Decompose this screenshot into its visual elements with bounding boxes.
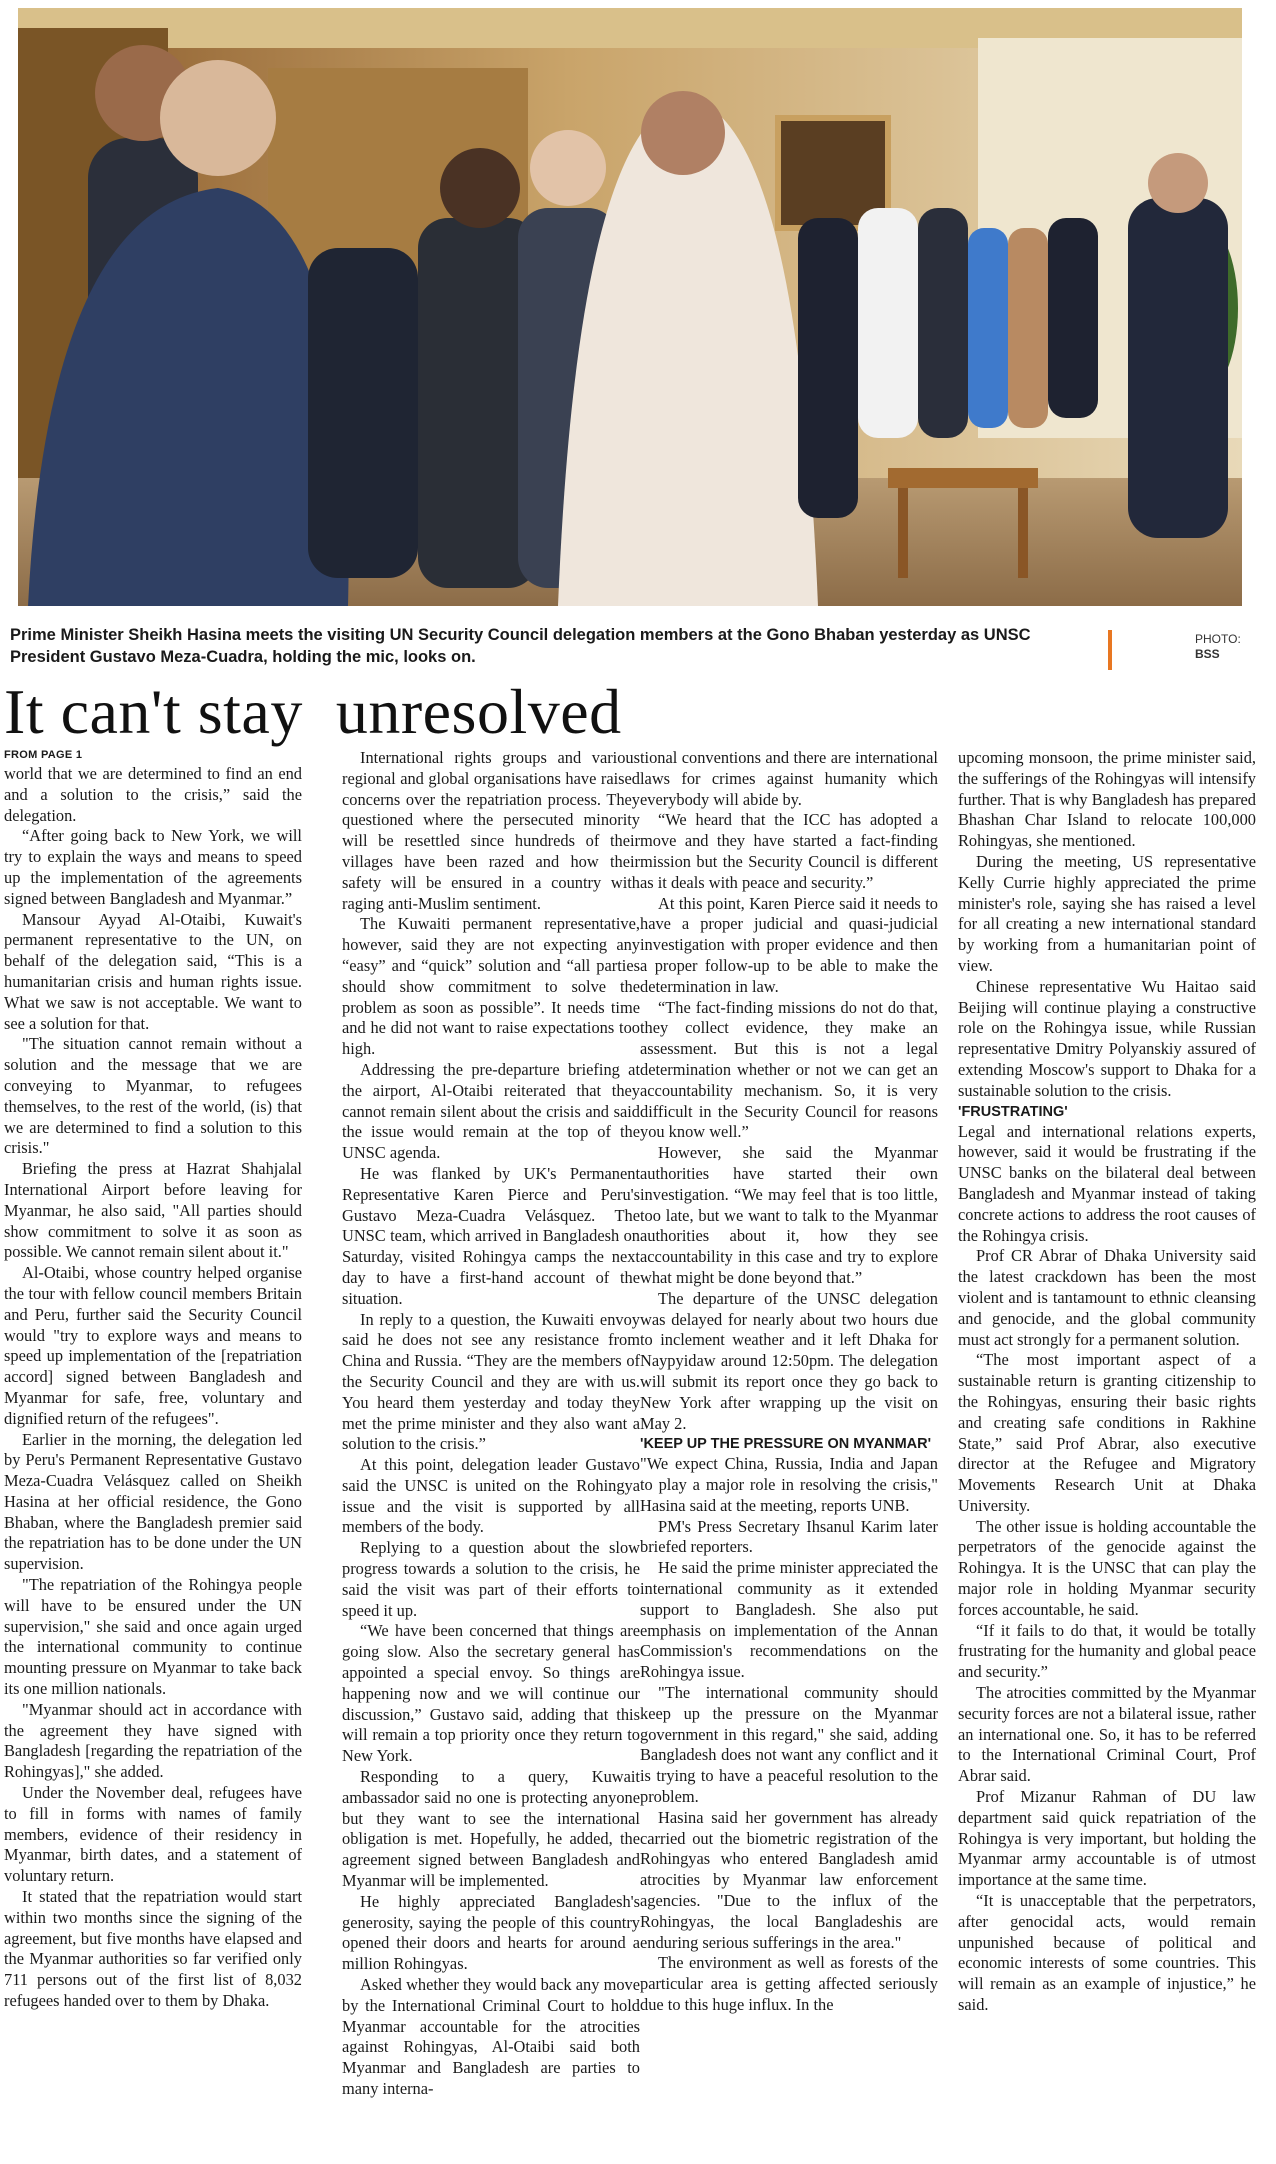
paragraph: Chinese representative Wu Haitao said Beijing will continue playing a constructive role on the Rohingya issue, while Russian representative Dmitry Polyanskiy assured of extending Moscow's support to Dhaka for a sustainable solution to the crisis. (958, 976, 1256, 1100)
caption-divider (1108, 630, 1112, 670)
column-2-paragraphs (342, 748, 640, 2100)
paragraph: PM's Press Secretary Ihsanul Karim later briefed reporters. (640, 1516, 938, 1557)
paragraph: Al-Otaibi, whose country helped organise the tour with fellow council members Britain and Peru, further said the Security Council would "try to explore ways and means to speed up implementation of the [repatriation accord] signed between Bangladesh and Myanmar for safe, free, voluntary and dignified return of the refugees". (4, 1263, 302, 1428)
paragraph: Hasina said her government has already carried out the biometric registration of the Rohingyas who entered Bangladesh amid atrocities by Myanmar law enforcement agencies. "Due to the influx of the Rohingyas, the local Bangladeshis are enduring serious sufferings in the area." (640, 1807, 938, 1952)
column-4-paragraphs (958, 748, 1256, 1102)
article-column-2 (342, 748, 640, 2158)
paragraph: Legal and international relations experts, however, said it would be frustrating if the UNSC banks on the bilateral deal between Bangladesh and Myanmar instead of taking concrete actions to address the root causes of the Rohingya crisis. (958, 1121, 1256, 1245)
paragraph: "The situation cannot remain without a solution and the message that we are conveying to Myanmar, to refugees themselves, to the rest of the world, (is) that we are determined to find a solution to this crisis." (4, 1034, 302, 1158)
article-column-3 (640, 748, 938, 2158)
paragraph: “We heard that the ICC has adopted a move and they have started a fact-finding mission but the Security Council is different as it deals with peace and security.” (640, 810, 938, 892)
paragraph: "The repatriation of the Rohingya people will have to be ensured under the UN supervision," she said and once again urged the international community to continue mounting pressure on Myanmar to take back its one million nationals. (4, 1575, 302, 1699)
photo-credit-source: BSS (1195, 647, 1220, 661)
from-page-label: FROM PAGE 1 (4, 749, 83, 761)
photo-credit-label: PHOTO: (1195, 632, 1241, 646)
headline: It can't stay unresolved (4, 676, 622, 747)
paragraph: During the meeting, US representative Kelly Currie highly appreciated the prime minister's role, saying she has raised a level for all creating a new international standard by working from a humanitarian point of view. (958, 851, 1256, 975)
paragraph: Earlier in the morning, the delegation led by Peru's Permanent Representative Gustavo Meza-Cuadra Velásquez called on Sheikh Hasina at her official residence, the Gono Bhaban, where the Bangladesh premier said the repatriation has to be done under the UN supervision. (4, 1429, 302, 1574)
paragraph: However, she said the Myanmar authorities have started their own investigation. “We may feel that is too little, too late, but we want to talk to the Myanmar authorities about it, how they see accountability in this case and try to explore what might be done beyond that.” (640, 1143, 938, 1287)
paragraph: Asked whether they would back any move by the International Criminal Court to hold Myanmar accountable for the atrocities against Rohingyas, Al-Otaibi said both Myanmar and Bangladesh are parties to many interna- (342, 1975, 640, 2098)
paragraph: “We have been concerned that things are going slow. Also the secretary general has appointed a special envoy. So things are happening now and we will continue our discussion,” Gustavo said, adding that this will remain a top priority once they return to New York. (342, 1621, 640, 1766)
paragraph: At this point, Karen Pierce said it needs to have a proper judicial and quasi-judicial investigation with proper evidence and then a proper follow-up to be able to make the determination in law. (640, 893, 938, 996)
paragraph: world that we are determined to find an end and a solution to the crisis,” said the delegation. (4, 764, 302, 825)
column-4b-paragraphs (958, 1122, 1256, 2016)
paragraph: “If it fails to do that, it would be totally frustrating for the humanity and global peace and security.” (958, 1620, 1256, 1682)
paragraph: At this point, delegation leader Gustavo said the UNSC is united on the Rohingya issue and the visit is supported by all members of the body. (342, 1455, 640, 1537)
photo-caption: Prime Minister Sheikh Hasina meets the visiting UN Security Council delegation members at the Gono Bhaban yesterday as UNSC President Gustavo Meza-Cuadra, holding the mic, looks on. (10, 626, 1031, 666)
paragraph: Under the November deal, refugees have to fill in forms with names of family members, evidence of their residency in Myanmar, birth dates, and a statement of voluntary return. (4, 1783, 302, 1886)
paragraph: The atrocities committed by the Myanmar security forces are not a bilateral issue, rather an international one. So, it has to be referred to the International Criminal Court, Prof Abrar said. (958, 1683, 1256, 1786)
paragraph: He was flanked by UK's Permanent Representative Karen Pierce and Peru's Gustavo Meza-Cuadra Velásquez. The UNSC team, which arrived in Bangladesh on Saturday, visited Rohingya camps the next day to have a first-hand account of the situation. (342, 1163, 640, 1308)
paragraph: “The fact-finding missions do not do that, they collect evidence, they make an assessment. But this is not a legal determination whether or not we can get an accountability mechanism. So, it is very difficult in the Security Council for reasons you know well.” (640, 997, 938, 1142)
paragraph: "We expect China, Russia, India and Japan to play a major role in resolving the crisis," Hasina said at the meeting, reports UNB. (640, 1454, 938, 1515)
column-3-paragraphs (640, 748, 938, 1434)
paragraph: In reply to a question, the Kuwaiti envoy said he does not see any resistance from China and Russia. “They are the members of the Security Council and they are with us. You heard them yesterday and today they met the prime minister and they also want a solution to the crisis.” (342, 1309, 640, 1454)
paragraph: Addressing the pre-departure briefing at the airport, Al-Otaibi reiterated that they cannot remain silent about the crisis and said the issue would remain at the top of the UNSC agenda. (342, 1059, 640, 1163)
paragraph: “It is unacceptable that the perpetrators, after genocidal acts, would remain unpunished because of political and economic interests of some countries. This will remain as an example of injustice,” he said. (958, 1891, 1256, 2015)
column-1-paragraphs (4, 764, 302, 2012)
paragraph: The Kuwaiti permanent representative, however, said they are not expecting any “easy” and “quick” solution and “all parties should show commitment to solve the problem as soon as possible”. It needs time and he did not want to raise expectations too high. (342, 914, 640, 1059)
paragraph: "Myanmar should act in accordance with the agreement they have signed with Bangladesh [regarding the repatriation of the Rohingyas]," she added. (4, 1699, 302, 1782)
subheading-frustrating: 'FRUSTRATING' (958, 1103, 1068, 1120)
news-photo (18, 8, 1242, 606)
paragraph: International rights groups and various regional and global organisations have raised concerns over the repatriation process. They questioned where the persecuted minority will be resettled since hundreds of their villages have been razed and how their safety will be ensured in a country with raging anti-Muslim sentiment. (342, 748, 640, 913)
column-3b-paragraphs (640, 1454, 938, 2016)
paragraph: upcoming monsoon, the prime minister said, the sufferings of the Rohingyas will intensify further. That is why Bangladesh has prepared Bhashan Char Island to relocate 100,000 Rohingyas, she mentioned. (958, 748, 1256, 851)
article-column-4 (958, 748, 1256, 2158)
paragraph: He said the prime minister appreciated the international community as it extended support to Bangladesh. She also put emphasis on implementation of the Annan Commission's recommendations on the Rohingya issue. (640, 1558, 938, 1682)
paragraph: The departure of the UNSC delegation was delayed for nearly about two hours due to inclement weather and it left Dhaka for Naypyidaw around 12:50pm. The delegation will submit its report once they go back to New York after wrapping up the visit on May 2. (640, 1288, 938, 1433)
paragraph: Prof Mizanur Rahman of DU law department said quick repatriation of the Rohingya is very important, but holding the Myanmar army accountable is of utmost importance at the same time. (958, 1787, 1256, 1890)
paragraph: The environment as well as forests of the particular area is getting affected seriously due to this huge influx. In the (640, 1953, 938, 2015)
paragraph: "The international community should keep up the pressure on the Myanmar government in this regard," she said, adding Bangladesh does not want any conflict and it is trying to have a peaceful resolution to the problem. (640, 1683, 938, 1807)
paragraph: Responding to a query, Kuwait ambassador said no one is protecting anyone but they want to see the international obligation is met. Hopefully, he added, the agreement signed between Bangladesh and Myanmar will be implemented. (342, 1767, 640, 1891)
paragraph: It stated that the repatriation would start within two months since the signing of the agreement, but five months have elapsed and the Myanmar authorities so far verified only 711 persons out of the first list of 8,032 refugees handed over to them by Dhaka. (4, 1887, 302, 2011)
subheading-keep-up-pressure: 'KEEP UP THE PRESSURE ON MYANMAR' (640, 1436, 932, 1453)
article-column-1 (4, 748, 302, 2158)
paragraph: Prof CR Abrar of Dhaka University said the latest crackdown has been the most violent and is tantamount to ethnic cleansing and genocide, and the global community must act strongly for a permanent solution. (958, 1246, 1256, 1349)
paragraph: “The most important aspect of a sustainable return is granting citizenship to the Rohingyas, ensuring their basic rights and creating safe conditions in Rakhine State,” said Prof Abrar, also executive director at the Refugee and Migratory Movements Research Unit at Dhaka University. (958, 1350, 1256, 1515)
paragraph: tional conventions and there are international laws for crimes against humanity which everybody will abide by. (640, 748, 938, 809)
photo-credit (1195, 632, 1241, 662)
paragraph: “After going back to New York, we will try to explain the ways and means to speed up the implementation of the agreements signed between Bangladesh and Myanmar.” (4, 826, 302, 908)
paragraph: The other issue is holding accountable the perpetrators of the genocide against the Rohingya. It is the UNSC that can play the major role in holding Myanmar security forces accountable, he said. (958, 1516, 1256, 1619)
paragraph: Briefing the press at Hazrat Shahjalal International Airport before leaving for Myanmar, he also said, "All parties should show commitment to solve it as soon as possible. We cannot remain silent about it." (4, 1159, 302, 1262)
paragraph: Replying to a question about the slow progress towards a solution to the crisis, he said the visit was part of their efforts to speed it up. (342, 1538, 640, 1620)
photo-illustration (18, 8, 1242, 606)
paragraph: He highly appreciated Bangladesh's generosity, saying the people of this country opened their doors and hearts for around a million Rohingyas. (342, 1891, 640, 1974)
paragraph: Mansour Ayyad Al-Otaibi, Kuwait's permanent representative to the UN, on behalf of the delegation said, “This is a humanitarian crisis and human rights issue. What we saw is not acceptable. We want to see a solution for that. (4, 909, 302, 1033)
